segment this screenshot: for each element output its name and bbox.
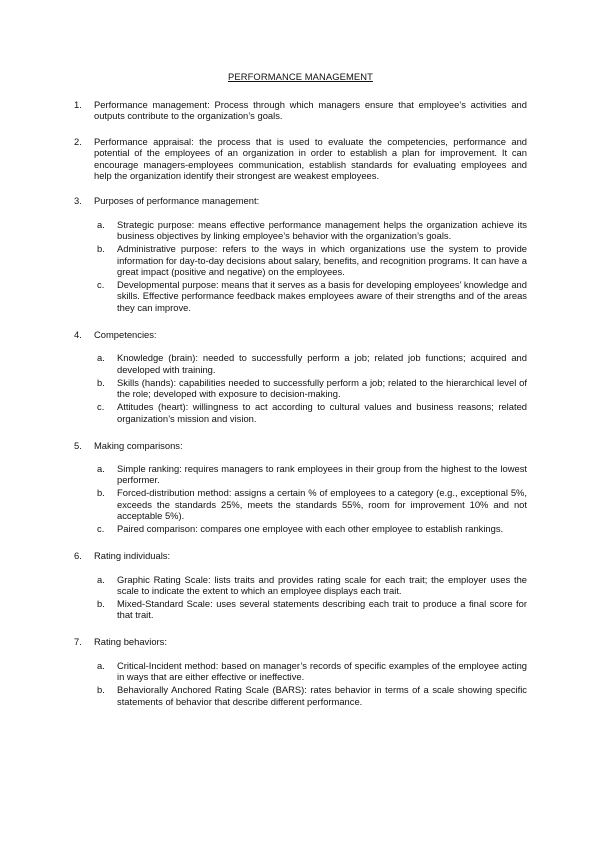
item-number: 3. xyxy=(74,195,82,207)
list-item xyxy=(74,195,527,314)
list-item xyxy=(74,136,527,182)
sub-item-text: Skills (hands): capabilities needed to successfully perform a job; related to the hierarchical level of the role; developed with exposure to decision-making. xyxy=(117,376,527,400)
sub-list-item xyxy=(94,219,527,242)
sub-list-item xyxy=(94,463,527,486)
document-title: PERFORMANCE MANAGEMENT xyxy=(228,71,373,82)
sub-list-item xyxy=(94,598,527,621)
item-heading: Rating individuals: xyxy=(94,550,171,562)
sub-list xyxy=(94,463,527,535)
sub-item-letter: c. xyxy=(97,523,105,535)
sub-item-letter: c. xyxy=(97,401,105,413)
sub-list-item xyxy=(94,660,527,683)
sub-item-letter: a. xyxy=(97,573,105,585)
main-list xyxy=(74,99,527,709)
list-item xyxy=(74,440,527,537)
sub-list xyxy=(94,660,527,707)
sub-item-letter: b. xyxy=(97,684,105,696)
item-heading: Rating behaviors: xyxy=(94,636,167,648)
sub-list-item xyxy=(94,684,527,707)
sub-item-letter: b. xyxy=(97,597,105,609)
item-number: 2. xyxy=(74,135,82,147)
sub-item-text: Simple ranking: requires managers to rank employees in their group from the highest to the lowest performer. xyxy=(117,462,527,486)
sub-item-text: Developmental purpose: means that it serves as a basis for developing employees’ knowledge and skills. Effective performance feedback makes employees aware of their strengths and of the areas they can improve. xyxy=(117,279,527,313)
sub-list-item xyxy=(94,377,527,400)
sub-item-text: Administrative purpose: refers to the ways in which organizations use the system to provide information for day-to-day decisions about salary, benefits, and recognition programs. It can have a great impact (positive and negative) on the employees. xyxy=(117,243,527,278)
sub-list-item xyxy=(94,401,527,424)
item-number: 4. xyxy=(74,328,82,340)
item-text: Performance appraisal: the process that is used to evaluate the competencies, performance and potential of the employees of an organization in order to establish a plan for improvement. It can encourage managers-employees communication, establish standards for evaluating employees and help the organization identify their strongest are weakest employees. xyxy=(94,135,527,182)
sub-item-letter: a. xyxy=(97,659,105,671)
sub-item-text: Forced-distribution method: assigns a certain % of employees to a category (e.g., exceptional 5%, exceeds the standards 25%, meets the standards 55%, room for improvement 10% and not acceptable 5%). xyxy=(117,487,527,522)
sub-list xyxy=(94,574,527,621)
sub-list-item xyxy=(94,243,527,277)
sub-item-text: Critical-Incident method: based on manager’s records of specific examples of the employee acting in ways that are either effective or ineffective. xyxy=(117,659,527,683)
sub-item-text: Knowledge (brain): needed to successfully perform a job; related job functions; acquired and developed with training. xyxy=(117,352,527,375)
sub-item-letter: a. xyxy=(97,352,105,364)
list-item xyxy=(74,99,527,122)
sub-item-letter: a. xyxy=(97,462,105,474)
item-heading: Purposes of performance management: xyxy=(94,195,260,207)
list-item xyxy=(74,329,527,426)
sub-item-letter: b. xyxy=(97,243,105,255)
sub-list-item xyxy=(94,487,527,521)
sub-item-letter: b. xyxy=(97,487,105,499)
item-heading: Competencies: xyxy=(94,328,157,340)
sub-item-text: Behaviorally Anchored Rating Scale (BARS): rates behavior in terms of a scale showing specific statements of behavior that describe different performance. xyxy=(117,684,527,707)
sub-item-letter: b. xyxy=(97,376,105,388)
sub-item-text: Strategic purpose: means effective performance management helps the organization achieve its business objectives by linking employee’s behavior with the organization’s goals. xyxy=(117,218,527,242)
sub-list-item xyxy=(94,574,527,597)
sub-list-item xyxy=(94,352,527,375)
sub-item-text: Mixed-Standard Scale: uses several statements describing each trait to produce a final score for that trait. xyxy=(117,597,527,621)
sub-item-text: Attitudes (heart): willingness to act according to cultural values and business reasons; related organization’s mission and vision. xyxy=(117,401,527,424)
item-number: 1. xyxy=(74,99,82,110)
sub-item-letter: c. xyxy=(97,279,105,291)
item-heading: Making comparisons: xyxy=(94,439,183,451)
list-item xyxy=(74,550,527,622)
sub-list xyxy=(94,352,527,424)
item-number: 7. xyxy=(74,636,82,648)
item-text: Performance management: Process through which managers ensure that employee’s activities and outputs contribute to the organization’s goals. xyxy=(94,99,527,122)
item-number: 6. xyxy=(74,550,82,562)
sub-item-letter: a. xyxy=(97,218,105,230)
sub-list-item xyxy=(94,279,527,313)
sub-item-text: Paired comparison: compares one employee with each other employee to establish rankings. xyxy=(117,523,504,535)
item-number: 5. xyxy=(74,439,82,451)
sub-item-text: Graphic Rating Scale: lists traits and provides rating scale for each trait; the employer uses the scale to indicate the extent to which an employee displays each trait. xyxy=(117,573,527,596)
sub-list-item xyxy=(94,523,527,534)
sub-list xyxy=(94,219,527,313)
list-item xyxy=(74,636,527,708)
